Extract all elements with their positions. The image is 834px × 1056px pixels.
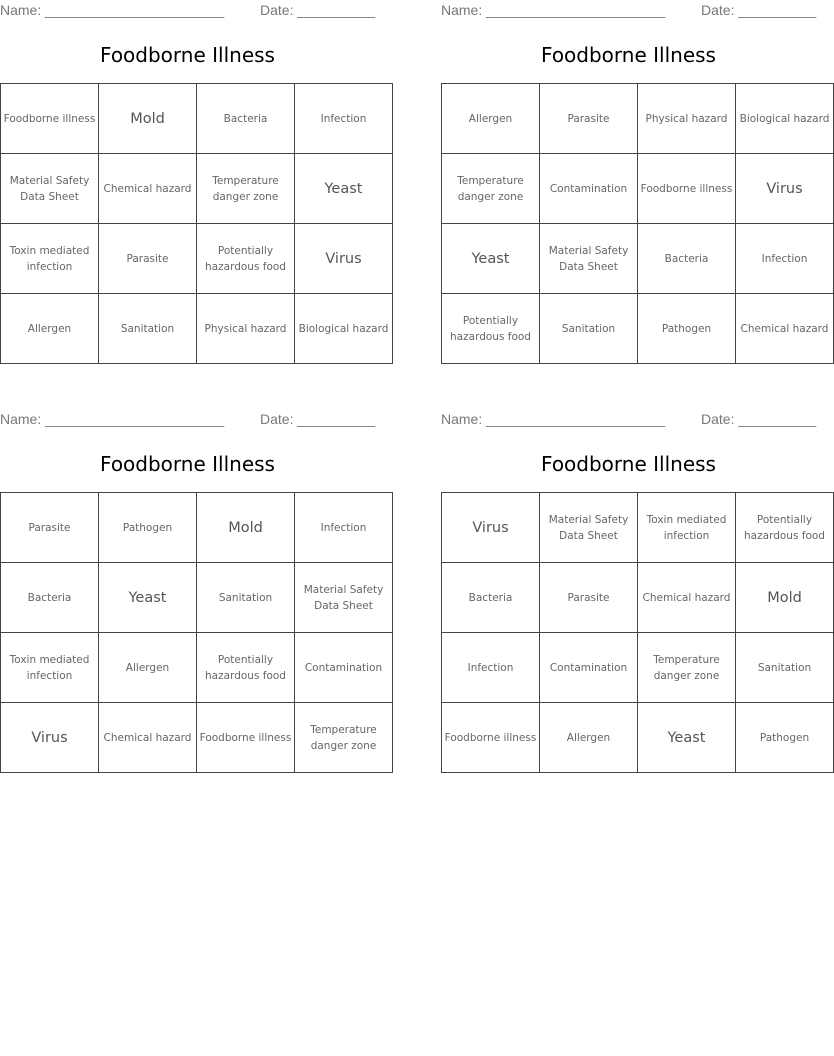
grid-cell: Virus: [295, 224, 393, 294]
grid-cell: Material Safety Data Sheet: [540, 493, 638, 563]
grid-cell: Toxin mediated infection: [638, 493, 736, 563]
grid-row: [1, 633, 393, 703]
grid-cell: Foodborne illness: [638, 154, 736, 224]
grid-cell: Yeast: [99, 563, 197, 633]
grid-cell: Potentially hazardous food: [442, 294, 540, 364]
date-field: Date: __________: [260, 411, 376, 427]
grid-cell: Parasite: [1, 493, 99, 563]
grid-cell: Virus: [442, 493, 540, 563]
grid-cell: Chemical hazard: [638, 563, 736, 633]
grid-row: [442, 84, 834, 154]
grid-row: [442, 154, 834, 224]
grid-row: [442, 224, 834, 294]
grid-cell: Physical hazard: [638, 84, 736, 154]
name-field: Name: _______________________: [0, 2, 225, 18]
grid-cell: Parasite: [99, 224, 197, 294]
card-header: [0, 0, 375, 22]
grid-cell: Yeast: [295, 154, 393, 224]
grid-cell: Pathogen: [99, 493, 197, 563]
grid-cell: Material Safety Data Sheet: [295, 563, 393, 633]
grid-row: [1, 154, 393, 224]
card-header: [441, 0, 816, 22]
grid-cell: Mold: [736, 563, 834, 633]
grid-cell: Bacteria: [1, 563, 99, 633]
grid-cell: Allergen: [99, 633, 197, 703]
grid-cell: Mold: [197, 493, 295, 563]
grid-cell: Foodborne illness: [1, 84, 99, 154]
grid-cell: Infection: [736, 224, 834, 294]
grid-cell: Toxin mediated infection: [1, 633, 99, 703]
bingo-card-3: [0, 409, 384, 752]
grid-row: [442, 703, 834, 773]
grid-cell: Sanitation: [736, 633, 834, 703]
card-header: [0, 409, 375, 431]
grid-cell: Sanitation: [197, 563, 295, 633]
grid-cell: Potentially hazardous food: [197, 633, 295, 703]
card-header: [441, 409, 816, 431]
card-title: Foodborne Illness: [541, 43, 716, 67]
grid-cell: Contamination: [295, 633, 393, 703]
grid-cell: Contamination: [540, 154, 638, 224]
date-field: Date: __________: [701, 2, 817, 18]
grid-row: [442, 633, 834, 703]
grid-cell: Foodborne illness: [197, 703, 295, 773]
grid-cell: Contamination: [540, 633, 638, 703]
bingo-grid: [0, 83, 393, 364]
grid-cell: Temperature danger zone: [638, 633, 736, 703]
grid-cell: Potentially hazardous food: [197, 224, 295, 294]
grid-cell: Allergen: [442, 84, 540, 154]
name-field: Name: _______________________: [0, 411, 225, 427]
grid-cell: Physical hazard: [197, 294, 295, 364]
grid-row: [1, 84, 393, 154]
grid-row: [442, 493, 834, 563]
bingo-card-2: [441, 0, 830, 343]
card-title: Foodborne Illness: [100, 43, 275, 67]
grid-cell: Biological hazard: [736, 84, 834, 154]
grid-cell: Infection: [442, 633, 540, 703]
bingo-grid: [0, 492, 393, 773]
grid-cell: Bacteria: [197, 84, 295, 154]
grid-row: [1, 294, 393, 364]
grid-cell: Virus: [1, 703, 99, 773]
grid-cell: Foodborne illness: [442, 703, 540, 773]
grid-cell: Parasite: [540, 563, 638, 633]
grid-cell: Material Safety Data Sheet: [1, 154, 99, 224]
grid-row: [442, 294, 834, 364]
grid-cell: Mold: [99, 84, 197, 154]
grid-cell: Toxin mediated infection: [1, 224, 99, 294]
grid-cell: Temperature danger zone: [197, 154, 295, 224]
date-field: Date: __________: [260, 2, 376, 18]
grid-cell: Virus: [736, 154, 834, 224]
grid-cell: Material Safety Data Sheet: [540, 224, 638, 294]
grid-row: [442, 563, 834, 633]
grid-cell: Allergen: [540, 703, 638, 773]
grid-cell: Sanitation: [99, 294, 197, 364]
grid-cell: Biological hazard: [295, 294, 393, 364]
grid-cell: Infection: [295, 493, 393, 563]
grid-cell: Temperature danger zone: [442, 154, 540, 224]
grid-cell: Chemical hazard: [99, 703, 197, 773]
grid-cell: Allergen: [1, 294, 99, 364]
grid-row: [1, 703, 393, 773]
grid-cell: Parasite: [540, 84, 638, 154]
name-field: Name: _______________________: [441, 2, 666, 18]
grid-cell: Temperature danger zone: [295, 703, 393, 773]
bingo-grid: [441, 492, 834, 773]
bingo-card-1: [0, 0, 389, 335]
grid-cell: Chemical hazard: [736, 294, 834, 364]
name-field: Name: _______________________: [441, 411, 666, 427]
bingo-card-4: [441, 409, 825, 746]
bingo-grid: [441, 83, 834, 364]
grid-cell: Potentially hazardous food: [736, 493, 834, 563]
grid-row: [1, 224, 393, 294]
grid-cell: Chemical hazard: [99, 154, 197, 224]
grid-cell: Bacteria: [442, 563, 540, 633]
card-title: Foodborne Illness: [100, 452, 275, 476]
grid-cell: Pathogen: [638, 294, 736, 364]
card-title: Foodborne Illness: [541, 452, 716, 476]
grid-cell: Sanitation: [540, 294, 638, 364]
grid-row: [1, 563, 393, 633]
grid-cell: Infection: [295, 84, 393, 154]
grid-cell: Yeast: [638, 703, 736, 773]
grid-cell: Pathogen: [736, 703, 834, 773]
grid-cell: Bacteria: [638, 224, 736, 294]
grid-row: [1, 493, 393, 563]
date-field: Date: __________: [701, 411, 817, 427]
grid-cell: Yeast: [442, 224, 540, 294]
